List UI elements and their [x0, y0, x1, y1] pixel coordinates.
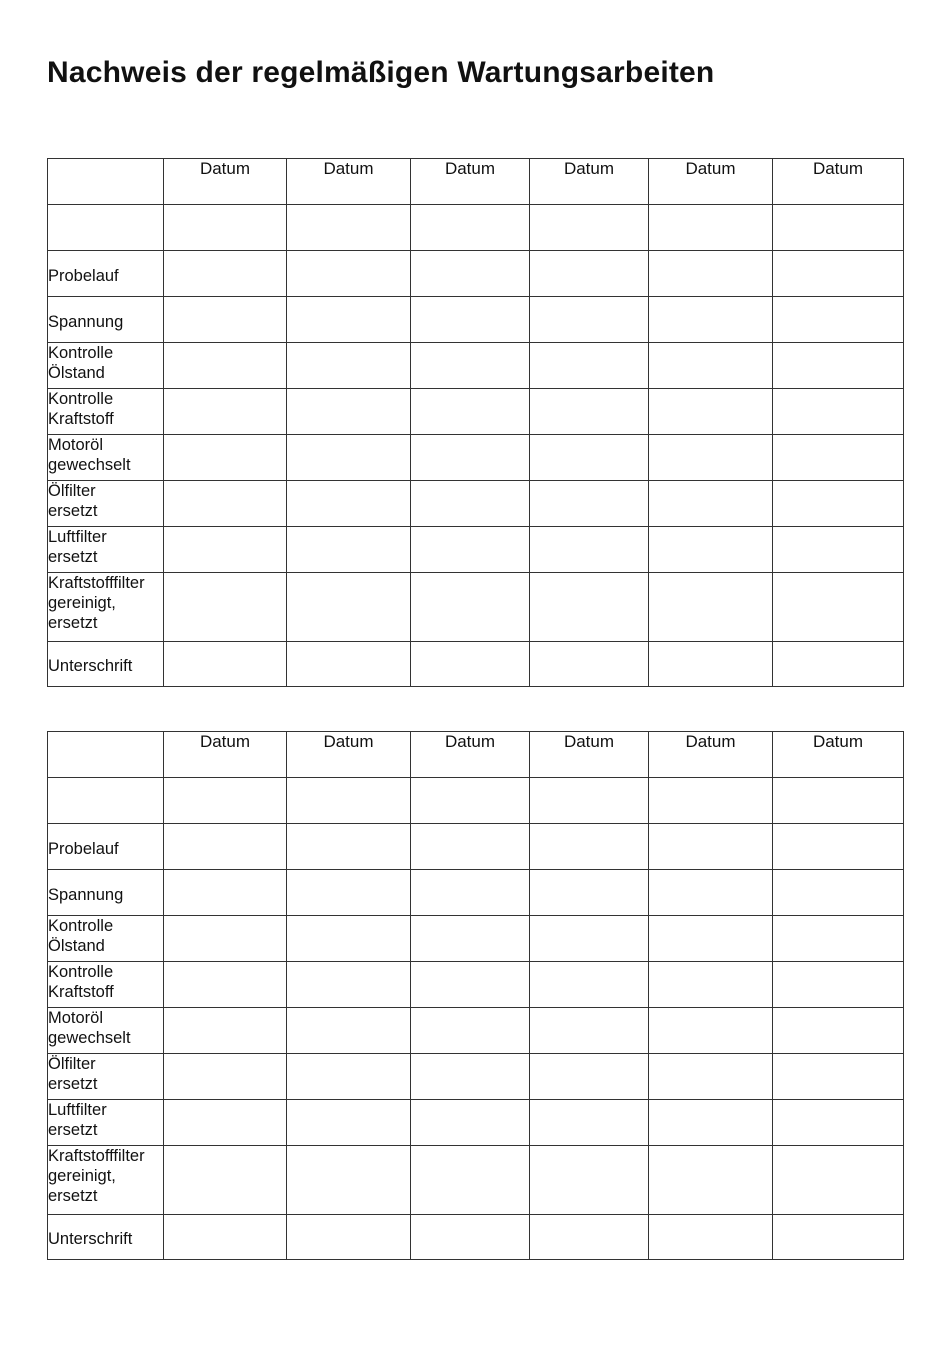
entry-cell[interactable]	[164, 1100, 287, 1146]
entry-cell[interactable]	[411, 205, 530, 251]
row-label: Probelauf	[48, 251, 164, 297]
entry-cell[interactable]	[649, 916, 773, 962]
entry-cell[interactable]	[164, 435, 287, 481]
entry-cell[interactable]	[773, 1146, 904, 1215]
row-label: Luftfilter ersetzt	[48, 1100, 164, 1146]
table-row	[48, 435, 904, 481]
entry-cell[interactable]	[649, 343, 773, 389]
entry-cell[interactable]	[773, 435, 904, 481]
date-column-header: Datum	[773, 732, 904, 778]
entry-cell[interactable]	[411, 343, 530, 389]
date-column-header: Datum	[649, 732, 773, 778]
entry-cell[interactable]	[773, 916, 904, 962]
table-row	[48, 1146, 904, 1215]
entry-cell[interactable]	[164, 824, 287, 870]
entry-cell[interactable]	[164, 481, 287, 527]
entry-cell[interactable]	[411, 824, 530, 870]
entry-cell[interactable]	[411, 1100, 530, 1146]
date-column-header: Datum	[649, 159, 773, 205]
entry-cell[interactable]	[773, 573, 904, 642]
entry-cell[interactable]	[530, 1100, 649, 1146]
entry-cell[interactable]	[411, 1008, 530, 1054]
entry-cell[interactable]	[530, 251, 649, 297]
entry-cell[interactable]	[649, 642, 773, 687]
header-row	[48, 159, 904, 205]
entry-cell[interactable]	[530, 297, 649, 343]
entry-cell[interactable]	[287, 343, 411, 389]
entry-cell[interactable]	[773, 1054, 904, 1100]
row-label: Luftfilter ersetzt	[48, 527, 164, 573]
row-label: Kontrolle Ölstand	[48, 343, 164, 389]
table-row	[48, 1054, 904, 1100]
entry-cell[interactable]	[530, 642, 649, 687]
entry-cell[interactable]	[164, 389, 287, 435]
entry-cell[interactable]	[530, 824, 649, 870]
entry-cell[interactable]	[649, 435, 773, 481]
row-label: Spannung	[48, 870, 164, 916]
entry-cell[interactable]	[164, 778, 287, 824]
entry-cell[interactable]	[411, 435, 530, 481]
entry-cell[interactable]	[530, 962, 649, 1008]
corner-cell	[48, 159, 164, 205]
entry-cell[interactable]	[287, 435, 411, 481]
table-row	[48, 916, 904, 962]
entry-cell[interactable]	[649, 1146, 773, 1215]
entry-cell[interactable]	[530, 481, 649, 527]
entry-cell[interactable]	[649, 1008, 773, 1054]
table-row	[48, 481, 904, 527]
row-label: Unterschrift	[48, 1215, 164, 1260]
entry-cell[interactable]	[649, 573, 773, 642]
maintenance-log-table	[47, 158, 904, 687]
entry-cell[interactable]	[287, 962, 411, 1008]
entry-cell[interactable]	[530, 573, 649, 642]
entry-cell[interactable]	[530, 916, 649, 962]
table-row	[48, 297, 904, 343]
row-label: Motoröl gewechselt	[48, 1008, 164, 1054]
entry-cell[interactable]	[164, 642, 287, 687]
entry-cell[interactable]	[773, 1215, 904, 1260]
entry-cell[interactable]	[649, 205, 773, 251]
date-column-header: Datum	[287, 732, 411, 778]
entry-cell[interactable]	[287, 573, 411, 642]
entry-cell[interactable]	[773, 1100, 904, 1146]
entry-cell[interactable]	[411, 1054, 530, 1100]
table-row	[48, 527, 904, 573]
entry-cell[interactable]	[411, 962, 530, 1008]
entry-cell[interactable]	[649, 1054, 773, 1100]
table-row	[48, 824, 904, 870]
entry-cell[interactable]	[287, 916, 411, 962]
entry-cell[interactable]	[649, 1215, 773, 1260]
table-row	[48, 205, 904, 251]
entry-cell[interactable]	[287, 297, 411, 343]
entry-cell[interactable]	[411, 916, 530, 962]
entry-cell[interactable]	[411, 297, 530, 343]
table-row	[48, 573, 904, 642]
entry-cell[interactable]	[649, 962, 773, 1008]
entry-cell[interactable]	[649, 251, 773, 297]
entry-cell[interactable]	[164, 870, 287, 916]
row-label: Probelauf	[48, 824, 164, 870]
entry-cell[interactable]	[164, 205, 287, 251]
entry-cell[interactable]	[287, 778, 411, 824]
entry-cell[interactable]	[411, 1146, 530, 1215]
entry-cell[interactable]	[530, 527, 649, 573]
entry-cell[interactable]	[530, 389, 649, 435]
entry-cell[interactable]	[649, 1100, 773, 1146]
entry-cell[interactable]	[649, 870, 773, 916]
row-label: Motoröl gewechselt	[48, 435, 164, 481]
entry-cell[interactable]	[411, 1215, 530, 1260]
entry-cell[interactable]	[773, 343, 904, 389]
date-column-header: Datum	[530, 732, 649, 778]
entry-cell[interactable]	[773, 642, 904, 687]
entry-cell[interactable]	[530, 870, 649, 916]
table-row	[48, 1008, 904, 1054]
entry-cell[interactable]	[649, 824, 773, 870]
entry-cell[interactable]	[164, 251, 287, 297]
row-label	[48, 205, 164, 251]
entry-cell[interactable]	[164, 962, 287, 1008]
date-column-header: Datum	[411, 159, 530, 205]
entry-cell[interactable]	[773, 824, 904, 870]
entry-cell[interactable]	[649, 389, 773, 435]
table-row	[48, 1215, 904, 1260]
table-row	[48, 251, 904, 297]
entry-cell[interactable]	[411, 527, 530, 573]
entry-cell[interactable]	[530, 1215, 649, 1260]
entry-cell[interactable]	[287, 824, 411, 870]
row-label: Kontrolle Ölstand	[48, 916, 164, 962]
entry-cell[interactable]	[773, 870, 904, 916]
entry-cell[interactable]	[411, 389, 530, 435]
entry-cell[interactable]	[649, 778, 773, 824]
entry-cell[interactable]	[773, 251, 904, 297]
row-label: Kontrolle Kraftstoff	[48, 389, 164, 435]
entry-cell[interactable]	[287, 389, 411, 435]
table-row	[48, 389, 904, 435]
entry-cell[interactable]	[773, 962, 904, 1008]
row-label: Kraftstofffilter gereinigt, ersetzt	[48, 573, 164, 642]
entry-cell[interactable]	[649, 481, 773, 527]
entry-cell[interactable]	[530, 343, 649, 389]
entry-cell[interactable]	[773, 1008, 904, 1054]
date-column-header: Datum	[773, 159, 904, 205]
entry-cell[interactable]	[530, 1008, 649, 1054]
row-label	[48, 778, 164, 824]
entry-cell[interactable]	[411, 870, 530, 916]
entry-cell[interactable]	[773, 205, 904, 251]
entry-cell[interactable]	[411, 481, 530, 527]
table-row	[48, 962, 904, 1008]
table-row	[48, 343, 904, 389]
entry-cell[interactable]	[773, 389, 904, 435]
row-label: Unterschrift	[48, 642, 164, 687]
date-column-header: Datum	[411, 732, 530, 778]
entry-cell[interactable]	[411, 642, 530, 687]
date-column-header: Datum	[287, 159, 411, 205]
entry-cell[interactable]	[287, 1100, 411, 1146]
entry-cell[interactable]	[287, 1008, 411, 1054]
date-column-header: Datum	[530, 159, 649, 205]
date-column-header: Datum	[164, 732, 287, 778]
entry-cell[interactable]	[411, 251, 530, 297]
entry-cell[interactable]	[164, 527, 287, 573]
entry-cell[interactable]	[164, 1054, 287, 1100]
table-row	[48, 1100, 904, 1146]
entry-cell[interactable]	[287, 527, 411, 573]
entry-cell[interactable]	[164, 1215, 287, 1260]
entry-cell[interactable]	[287, 870, 411, 916]
table-row	[48, 778, 904, 824]
row-label: Ölfilter ersetzt	[48, 481, 164, 527]
entry-cell[interactable]	[164, 297, 287, 343]
header-row	[48, 732, 904, 778]
entry-cell[interactable]	[164, 1146, 287, 1215]
entry-cell[interactable]	[287, 205, 411, 251]
row-label: Kraftstofffilter gereinigt, ersetzt	[48, 1146, 164, 1215]
entry-cell[interactable]	[530, 778, 649, 824]
entry-cell[interactable]	[530, 1146, 649, 1215]
row-label: Kontrolle Kraftstoff	[48, 962, 164, 1008]
entry-cell[interactable]	[164, 343, 287, 389]
page-title: Nachweis der regelmäßigen Wartungsarbeiten	[47, 56, 715, 89]
entry-cell[interactable]	[287, 251, 411, 297]
entry-cell[interactable]	[287, 642, 411, 687]
entry-cell[interactable]	[649, 297, 773, 343]
date-column-header: Datum	[164, 159, 287, 205]
entry-cell[interactable]	[164, 1008, 287, 1054]
entry-cell[interactable]	[287, 1215, 411, 1260]
corner-cell	[48, 732, 164, 778]
entry-cell[interactable]	[530, 1054, 649, 1100]
entry-cell[interactable]	[773, 778, 904, 824]
entry-cell[interactable]	[287, 1146, 411, 1215]
entry-cell[interactable]	[649, 527, 773, 573]
row-label: Ölfilter ersetzt	[48, 1054, 164, 1100]
entry-cell[interactable]	[530, 435, 649, 481]
maintenance-log-table	[47, 731, 904, 1260]
entry-cell[interactable]	[164, 573, 287, 642]
entry-cell[interactable]	[164, 916, 287, 962]
table-row	[48, 870, 904, 916]
entry-cell[interactable]	[773, 527, 904, 573]
entry-cell[interactable]	[773, 481, 904, 527]
entry-cell[interactable]	[411, 778, 530, 824]
entry-cell[interactable]	[287, 1054, 411, 1100]
entry-cell[interactable]	[411, 573, 530, 642]
entry-cell[interactable]	[530, 205, 649, 251]
entry-cell[interactable]	[773, 297, 904, 343]
row-label: Spannung	[48, 297, 164, 343]
table-row	[48, 642, 904, 687]
entry-cell[interactable]	[287, 481, 411, 527]
